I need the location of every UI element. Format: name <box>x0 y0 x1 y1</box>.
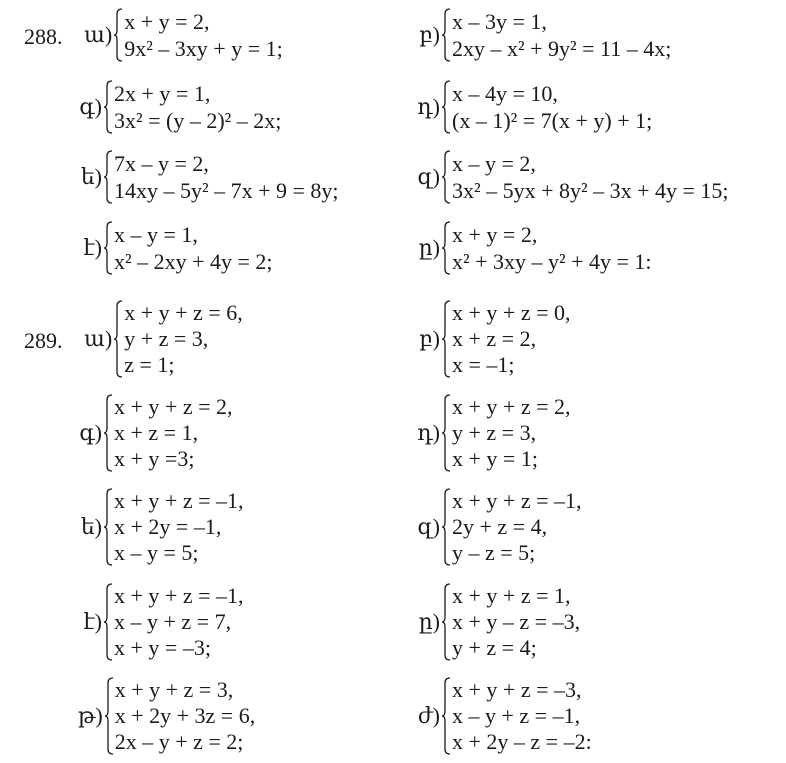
equation: x + 2y = –1, <box>114 514 222 539</box>
system-a <box>84 300 243 378</box>
left-brace-icon <box>441 583 451 661</box>
left-brace-icon <box>103 583 113 661</box>
system-label: ա) <box>84 22 113 47</box>
equation: z = 1; <box>124 352 175 377</box>
system-i <box>78 677 255 755</box>
left-brace-icon <box>103 488 113 566</box>
system-f <box>416 488 582 566</box>
equation: 2xy – x² + 9y² = 11 – 4x; <box>452 36 672 61</box>
left-brace-icon <box>103 394 113 472</box>
system-label: թ) <box>78 703 103 728</box>
system-label: ը) <box>418 235 440 260</box>
problem-number: 289. <box>24 328 63 353</box>
equation: 2x + y = 1, <box>114 81 211 106</box>
equation: x + y =3; <box>114 446 195 471</box>
equation: x² + 3xy – y² + 4y = 1: <box>452 249 652 274</box>
system-label: ե) <box>80 514 102 539</box>
equation: y – z = 5; <box>452 540 536 565</box>
equation: 14xy – 5y² – 7x + 9 = 8y; <box>114 178 339 203</box>
system-label: դ) <box>417 420 440 445</box>
equation: x – y + z = –1, <box>452 703 581 728</box>
system-label: գ) <box>79 94 102 119</box>
equation: 2y + z = 4, <box>452 514 548 539</box>
equation: x + y + z = –1, <box>114 583 244 608</box>
system-label: դ) <box>417 94 440 119</box>
equation: x – y = 2, <box>452 151 536 176</box>
system-e <box>78 488 244 566</box>
equation: x + y – z = –3, <box>452 609 581 634</box>
system-label: բ) <box>419 22 440 47</box>
system-label: զ) <box>417 514 440 539</box>
equation: x + y = 2, <box>124 9 210 34</box>
equation: 2x – y + z = 2; <box>114 729 244 754</box>
system-label: բ) <box>419 326 440 351</box>
equation: x – y = 5; <box>114 540 199 565</box>
system-b <box>416 300 571 378</box>
equation: 3x² – 5yx + 8y² – 3x + 4y = 15; <box>452 178 729 203</box>
equation: x² – 2xy + 4y = 2; <box>114 249 273 274</box>
equation: x – y = 1, <box>114 222 198 247</box>
system-label: ժ) <box>417 703 440 728</box>
equation: y + z = 3, <box>124 326 209 351</box>
left-brace-icon <box>441 300 451 378</box>
equation: x + y + z = –1, <box>452 488 582 513</box>
equation: x + y + z = 0, <box>452 300 571 325</box>
system-label: զ) <box>417 164 440 189</box>
system-h <box>416 583 580 661</box>
left-brace-icon <box>113 300 123 378</box>
equation: x – y + z = 7, <box>114 609 232 634</box>
equation: x + y = 1; <box>452 446 538 471</box>
equation: x – 3y = 1, <box>452 9 547 34</box>
system-label: է) <box>83 609 102 634</box>
system-d <box>416 394 571 472</box>
system-j <box>416 677 592 755</box>
system-label: է) <box>83 235 102 260</box>
system-label: ե) <box>80 164 102 189</box>
left-brace-icon <box>104 677 114 755</box>
left-brace-icon <box>441 394 451 472</box>
left-brace-icon <box>441 677 451 755</box>
equation: x + y + z = –1, <box>114 488 244 513</box>
equation: x + y + z = 2, <box>114 394 233 419</box>
equation: x + y = –3; <box>114 635 211 660</box>
system-label: ա) <box>84 326 113 351</box>
equation: x + y + z = 2, <box>452 394 571 419</box>
equation: x + y + z = 6, <box>124 300 243 325</box>
equation: x + y + z = 3, <box>114 677 234 702</box>
equation: x + y + z = –3, <box>452 677 582 702</box>
equation: x + 2y + 3z = 6, <box>114 703 256 728</box>
equation: x + 2y – z = –2: <box>452 729 592 754</box>
equation: x + y + z = 1, <box>452 583 571 608</box>
equation: 7x – y = 2, <box>114 151 209 176</box>
system-label: ը) <box>418 609 440 634</box>
equation: (x – 1)² = 7(x + y) + 1; <box>452 108 653 133</box>
equation: y + z = 4; <box>452 635 537 660</box>
equation: x + z = 1, <box>114 420 199 445</box>
system-g <box>78 583 244 661</box>
equation: 9x² – 3xy + y = 1; <box>124 36 283 61</box>
equation: x + y = 2, <box>452 222 538 247</box>
system-label: գ) <box>79 420 102 445</box>
equation: 3x² = (y – 2)² – 2x; <box>114 108 282 133</box>
equation: x = –1; <box>452 352 515 377</box>
equation: x + z = 2, <box>452 326 537 351</box>
equation: x – 4y = 10, <box>452 81 558 106</box>
equation: y + z = 3, <box>452 420 537 445</box>
problem-number: 288. <box>24 24 63 49</box>
left-brace-icon <box>441 488 451 566</box>
system-c <box>78 394 233 472</box>
